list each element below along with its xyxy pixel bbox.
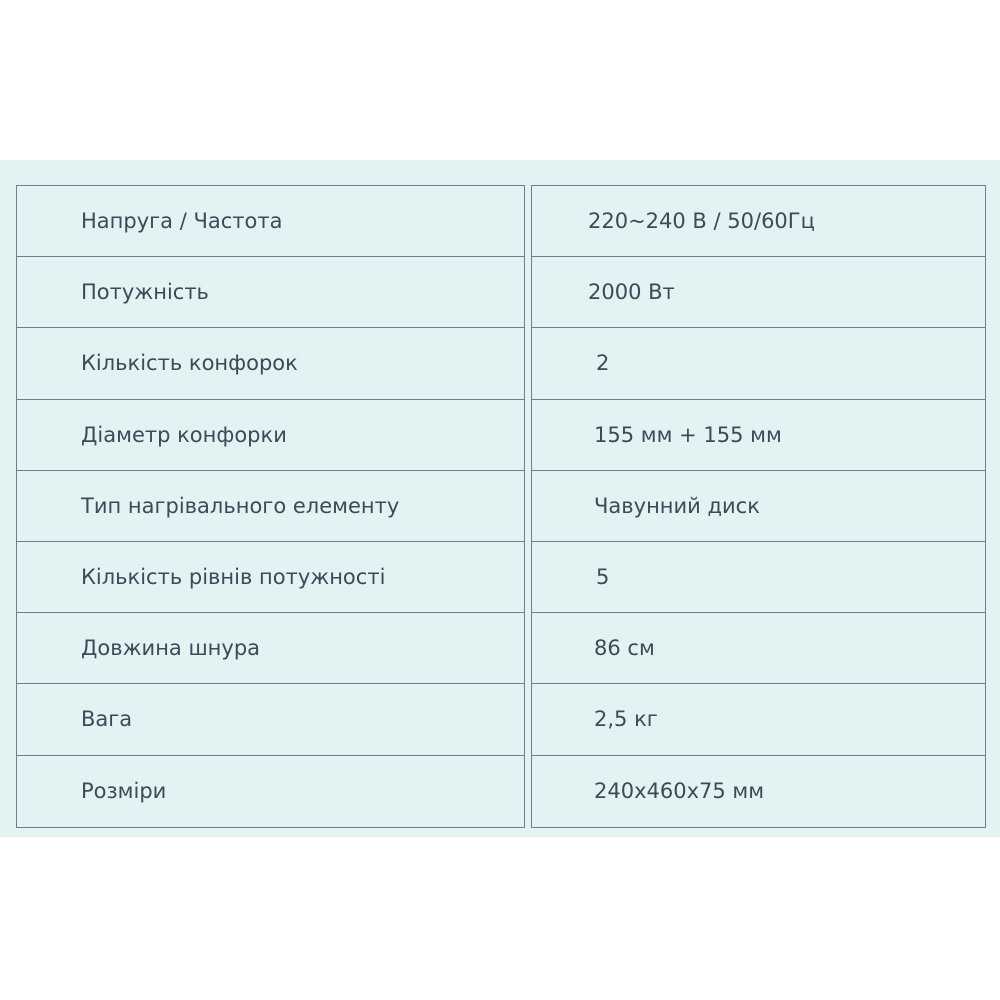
- spec-value: 155 мм + 155 мм: [532, 400, 985, 471]
- spec-value: 86 см: [532, 613, 985, 684]
- spec-label: Довжина шнура: [17, 613, 524, 684]
- spec-label: Напруга / Частота: [17, 186, 524, 257]
- spec-table-panel: [0, 160, 1000, 837]
- spec-value: 240x460x75 мм: [594, 779, 765, 804]
- spec-label: Потужність: [17, 257, 524, 328]
- spec-label: Тип нагрівального елементу: [17, 471, 524, 542]
- spec-label: Розміри: [81, 779, 167, 804]
- spec-label: Вага: [17, 684, 524, 755]
- spec-value: 5: [532, 542, 985, 613]
- spec-value: 2,5 кг: [532, 684, 985, 755]
- spec-label: Діаметр конфорки: [17, 400, 524, 471]
- spec-label: Кількість конфорок: [17, 328, 524, 399]
- spec-value: 2: [532, 328, 985, 399]
- spec-label: Кількість рівнів потужності: [17, 542, 524, 613]
- spec-labels-column: [16, 185, 525, 828]
- spec-values-column: [531, 185, 986, 828]
- spec-value: Чавунний диск: [532, 471, 985, 542]
- spec-value: 2000 Вт: [532, 257, 985, 328]
- spec-value: 220~240 В / 50/60Гц: [532, 186, 985, 257]
